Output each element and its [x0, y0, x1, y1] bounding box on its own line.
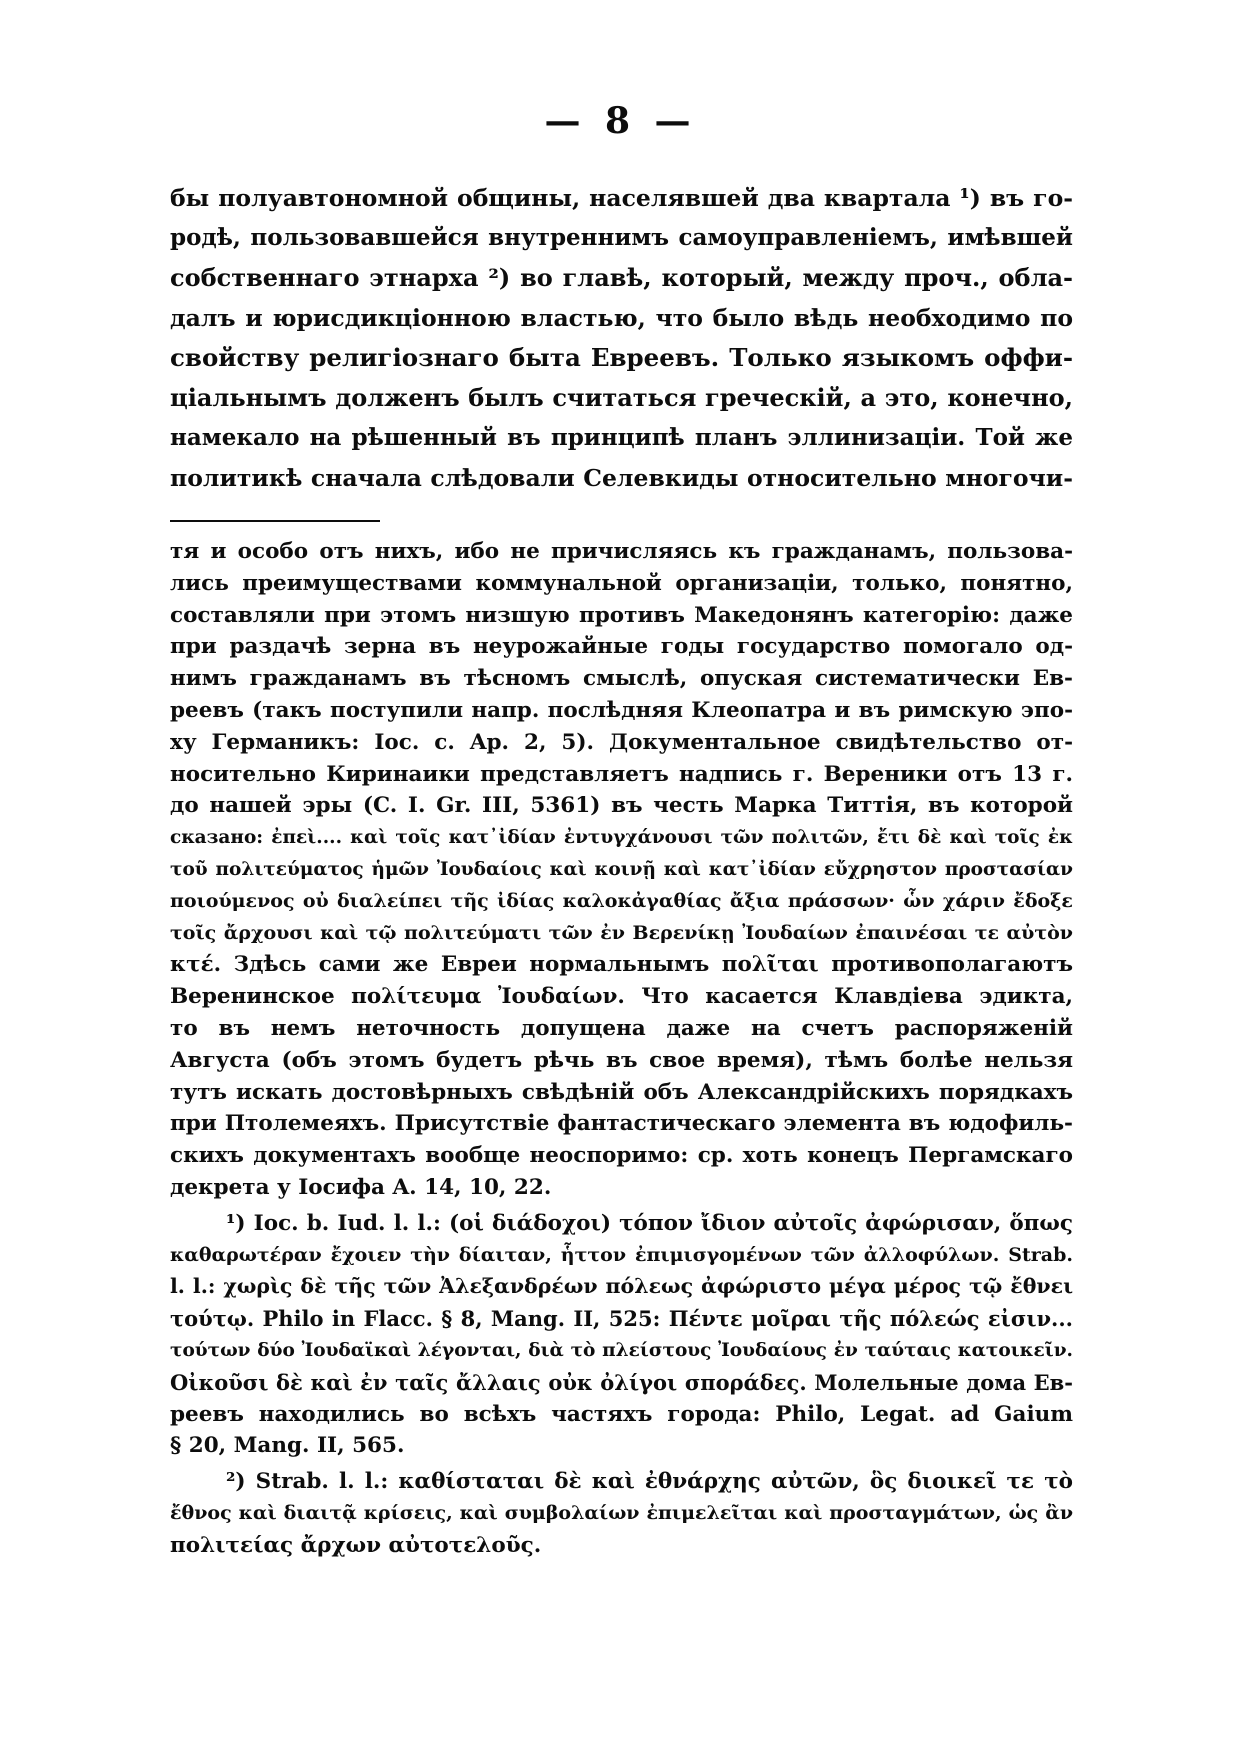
- footnote-line: при Птолемеяхъ. Присутствіе фантастическаго элемента въ юдофиль-: [170, 1111, 1073, 1137]
- body-line: собственнаго этнарха ²) во главѣ, который, между проч., обла-: [170, 263, 1073, 292]
- footnote-line: τοῖς ἄρχουσι καὶ τῷ πολιτεύματι τῶν ἐν Βερενίκῃ Ἰουδαίων ἐπαινέσαι τε αὐτὸν: [170, 921, 1073, 944]
- footnote-line: ποιούμενος οὐ διαλείπει τῆς ἰδίας καλοκἀγαθίας ἄξια πράσσων· ὧν χάριν ἔδοξε: [170, 889, 1073, 912]
- footnote-line: ἔθνος καὶ διαιτᾷ κρίσεις, καὶ συμβολαίων ἐπιμελεῖται καὶ προσταγμάτων, ὡς ἂν: [170, 1501, 1073, 1524]
- footnote-line: лись преимуществами коммунальной организаціи, только, понятно,: [170, 570, 1073, 596]
- body-line: бы полуавтономной общины, населявшей два квартала ¹) въ го-: [170, 184, 1073, 212]
- footnote-line: ¹) Іос. b. Iud. l. l.: (οἱ διάδοχοι) τόπον ἴδιον αὐτοῖς ἀφώρισαν, ὅπως: [226, 1210, 1073, 1236]
- footnote-line: декрета у Іосифа A. 14, 10, 22.: [170, 1174, 552, 1200]
- footnote-line: тя и особо отъ нихъ, ибо не причисляясь къ гражданамъ, пользова-: [170, 539, 1073, 564]
- footnote-line: κτέ. Здѣсь сами же Евреи нормальнымъ πολῖται противополагаютъ: [170, 952, 1073, 978]
- body-line: ціальнымъ долженъ былъ считаться греческій, а это, конечно,: [170, 383, 1073, 412]
- body-line: намекало на рѣшенный въ принципѣ планъ эллинизаціи. Той же: [170, 424, 1073, 451]
- footnote-line: носительно Киринаики представляетъ надпись г. Вереники отъ 13 г.: [170, 761, 1073, 787]
- footnote-line: Οἰκοῦσι δὲ καὶ ἐν ταῖς ἄλλαις οὐκ ὀλίγοι σποράδες. Молельные дома Ев-: [170, 1369, 1073, 1395]
- footnote-line: составляли при этомъ низшую противъ Македонянъ категорію: даже: [170, 602, 1073, 628]
- footnote-line: τούτῳ. Philo in Flacc. § 8, Mang. II, 525: Πέντε μοῖραι τῆς πόλεώς εἰσιν...: [170, 1306, 1073, 1332]
- footnote-line: ²) Strab. l. l.: καθίσταται δὲ καὶ ἐθνάρχης αὐτῶν, ὃς διοικεῖ τε τὸ: [226, 1469, 1073, 1495]
- page-number: — 8 —: [544, 100, 697, 142]
- body-line: родѣ, пользовавшейся внутреннимъ самоуправленіемъ, имѣвшей: [170, 224, 1073, 251]
- footnote-1: [170, 1208, 1073, 1462]
- footnote-line: тутъ искать достовѣрныхъ свѣдѣній объ Александрійскихъ порядкахъ: [170, 1079, 1073, 1105]
- footnote-line: то въ немъ неточность допущена даже на счетъ распоряженій: [170, 1015, 1073, 1041]
- footnote-divider: [170, 520, 380, 522]
- footnote-line: до нашей эры (C. I. Gr. III, 5361) въ честь Марка Титтія, въ которой: [170, 793, 1073, 819]
- footnote-2: [170, 1466, 1073, 1561]
- body-line: далъ и юрисдикціонною властью, что было вѣдь необходимо по: [170, 304, 1073, 332]
- footnote-line: нимъ гражданамъ въ тѣсномъ смыслѣ, опуская систематически Ев-: [170, 666, 1073, 692]
- footnote-line: ху Германикъ: Іос. c. Ap. 2, 5). Документальное свидѣтельство от-: [170, 729, 1073, 755]
- body-line: свойству религіознаго быта Евреевъ. Только языкомъ оффи-: [170, 343, 1073, 372]
- footnote-line: πολιτείας ἄρχων αὐτοτελοῦς.: [170, 1532, 542, 1558]
- footnote-line: реевъ находились во всѣхъ частяхъ города: Philo, Legat. ad Gaium: [170, 1401, 1073, 1427]
- body-line: политикѣ сначала слѣдовали Селевкиды относительно многочи-: [170, 464, 1073, 492]
- footnote-line: реевъ (такъ поступили напр. послѣдняя Клеопатра и въ римскую эпо-: [170, 697, 1073, 723]
- footnote-line: § 20, Mang. II, 565.: [170, 1433, 405, 1459]
- footnote-line: l. l.: χωρὶς δὲ τῆς τῶν Ἀλεξανδρέων πόλεως ἀφώριστο μέγα μέρος τῷ ἔθνει: [170, 1274, 1073, 1299]
- footnote-line: сказано: ἐπεὶ.... καὶ τοῖς κατ᾽ἰδίαν ἐντυγχάνουσι τῶν πολιτῶν, ἔτι δὲ καὶ τοῖς ἐκ: [170, 827, 1073, 849]
- footnote-line: τοῦ πολιτεύματος ἡμῶν Ἰουδαίοις καὶ κοινῇ καὶ κατ᾽ἰδίαν εὔχρηστον προστασίαν: [170, 858, 1073, 880]
- footnote-line: при раздачѣ зерна въ неурожайные годы государство помогало од-: [170, 634, 1073, 660]
- main-text: [170, 178, 1073, 498]
- footnote-line: τούτων δύο Ἰουδαϊκαὶ λέγονται, διὰ τὸ πλείστους Ἰουδαίους ἐν ταύταις κατοικεῖν.: [170, 1339, 1073, 1361]
- footnote-line: καθαρωτέραν ἔχοιεν τὴν δίαιταν, ἧττον ἐπιμισγομένων τῶν ἀλλοφύλων. Strab.: [170, 1243, 1073, 1266]
- footnote-line: Веренинское πολίτευμα Ἰουδαίων. Что касается Клавдіева эдикта,: [170, 984, 1073, 1010]
- footnote-line: скихъ документахъ вообще неоспоримо: ср. хоть конецъ Пергамскаго: [170, 1143, 1073, 1169]
- footnote-line: Августа (объ этомъ будетъ рѣчь въ свое время), тѣмъ болѣе нельзя: [170, 1047, 1073, 1073]
- footnotes: [170, 536, 1073, 1562]
- footnote-continuation: [170, 536, 1073, 1204]
